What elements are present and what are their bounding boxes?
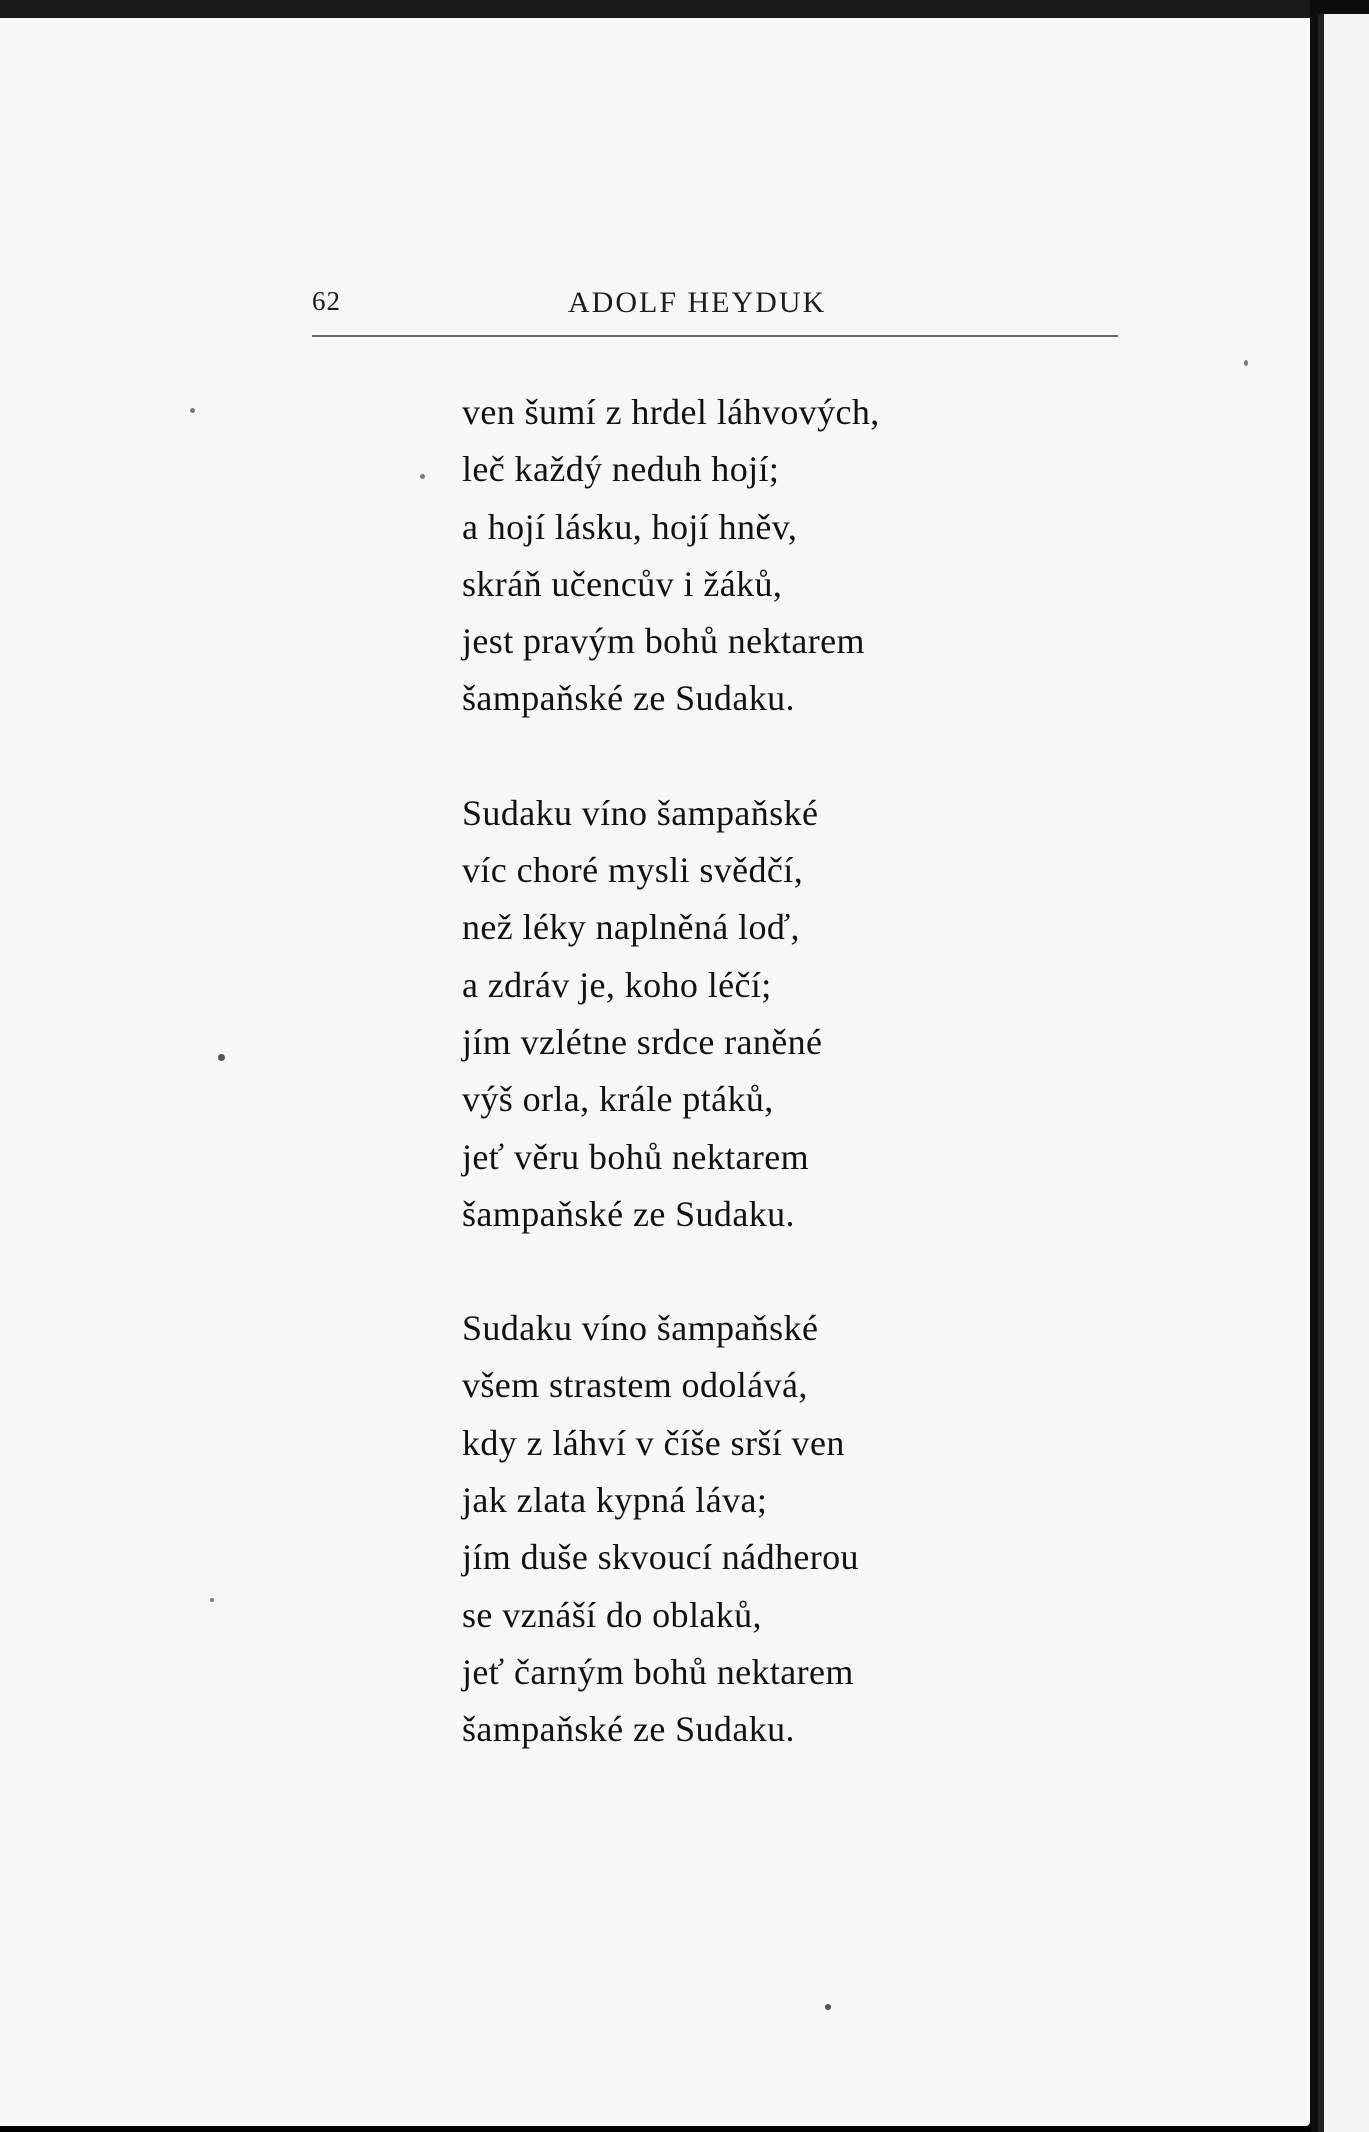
scan-speck	[1244, 360, 1248, 366]
header-rule	[312, 335, 1118, 337]
scan-speck	[210, 1598, 214, 1602]
stanza-1	[462, 384, 1102, 728]
poem-line: jím vzlétne srdce raněné	[462, 1021, 823, 1062]
poem-line: výš orla, krále ptáků,	[462, 1079, 774, 1120]
poem-line: jím duše skvoucí nádherou	[462, 1537, 859, 1578]
poem-line: ven šumí z hrdel láhvových,	[462, 392, 880, 432]
page-number: 62	[312, 286, 341, 316]
poem-line: a hojí lásku, hojí hněv,	[462, 506, 798, 547]
scan-speck	[825, 2004, 831, 2010]
facing-page-edge	[1318, 14, 1369, 2132]
poem-line: víc choré mysli svědčí,	[462, 850, 804, 891]
poem-line: šampaňské ze Sudaku.	[462, 678, 795, 719]
running-header	[312, 280, 1118, 336]
poem-line: Sudaku víno šampaňské	[462, 1308, 819, 1349]
stanza-2	[462, 785, 1102, 1243]
scan-top-edge	[0, 0, 1369, 18]
poem-line: jak zlata kypná láva;	[462, 1480, 768, 1521]
poem-line: šampaňské ze Sudaku.	[462, 1709, 795, 1750]
running-title: ADOLF HEYDUK	[568, 286, 827, 319]
poem-line: jeť věru bohů nektarem	[462, 1136, 810, 1177]
poem-line: skráň učencův i žáků,	[462, 563, 783, 604]
stanza-3	[462, 1300, 1102, 1758]
poem-line: jest pravým bohů nektarem	[462, 621, 865, 662]
poem-line: leč každý neduh hojí;	[462, 449, 780, 490]
poem-line: a zdráv je, koho léčí;	[462, 964, 772, 1005]
scan-speck	[420, 474, 425, 479]
poem-line: než léky naplněná loď,	[462, 907, 800, 948]
poem-line: všem strastem odolává,	[462, 1365, 808, 1406]
poem-line: jeť čarným bohů nektarem	[462, 1651, 854, 1692]
poem-line: se vznáší do oblaků,	[462, 1594, 762, 1635]
scan-speck	[190, 408, 195, 413]
poem-text	[462, 384, 1102, 1816]
poem-line: kdy z láhví v číše srší ven	[462, 1422, 845, 1463]
poem-line: Sudaku víno šampaňské	[462, 792, 819, 833]
poem-line: šampaňské ze Sudaku.	[462, 1193, 795, 1234]
scan-speck	[218, 1054, 225, 1061]
